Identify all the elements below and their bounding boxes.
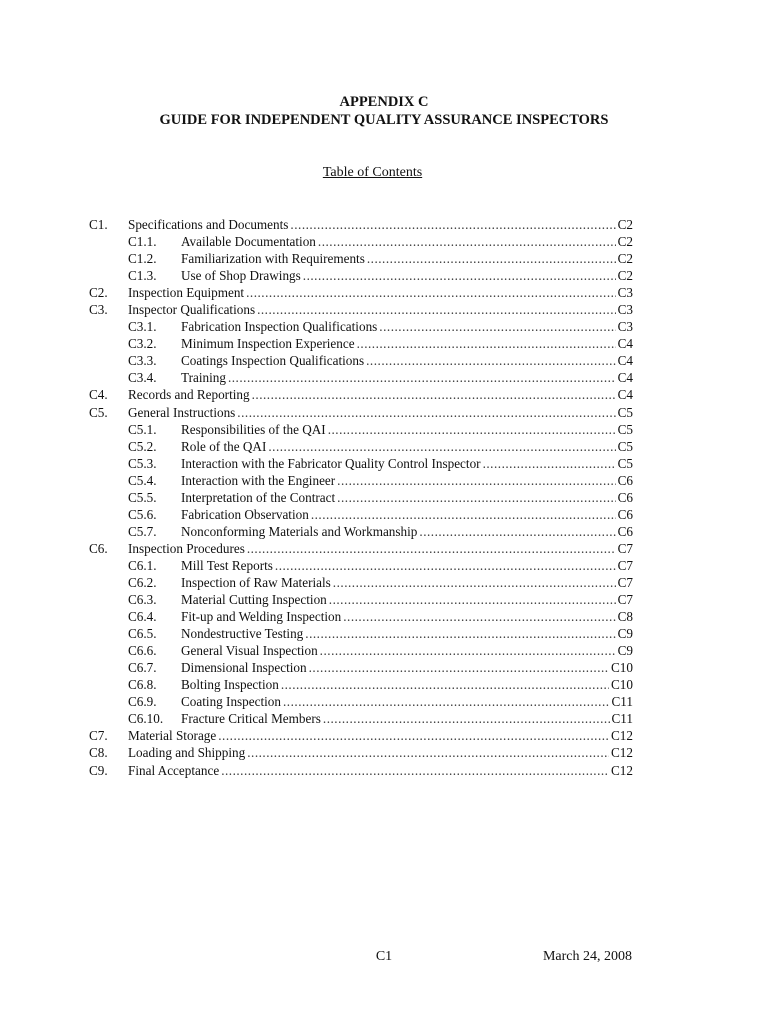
toc-entry-number: C1.1. bbox=[128, 234, 157, 250]
toc-entry-title: Training bbox=[181, 370, 226, 386]
toc-entry-number: C6.1. bbox=[128, 557, 157, 573]
toc-entry-number: C6.10. bbox=[128, 711, 164, 727]
toc-entry-title: Records and Reporting bbox=[128, 387, 250, 403]
toc-entry-title: Inspection of Raw Materials bbox=[181, 574, 331, 590]
toc-entry-line bbox=[181, 489, 633, 506]
toc-entry-line bbox=[128, 762, 633, 779]
toc-dot-leader bbox=[366, 352, 615, 369]
toc-entry-line bbox=[181, 693, 633, 710]
toc-entry-title: Nondestructive Testing bbox=[181, 626, 304, 642]
toc-entry-number: C7. bbox=[89, 728, 108, 744]
toc-entry-number: C6.4. bbox=[128, 609, 157, 625]
toc-entry-number: C6.7. bbox=[128, 660, 157, 676]
toc-entry-page: C10 bbox=[611, 677, 633, 693]
toc-entry-title: Final Acceptance bbox=[128, 762, 220, 778]
toc-entry-number: C3.3. bbox=[128, 353, 157, 369]
toc-entry-title: Dimensional Inspection bbox=[181, 660, 307, 676]
toc-dot-leader bbox=[328, 421, 616, 438]
toc-dot-leader bbox=[379, 318, 615, 335]
toc-entry-line bbox=[181, 608, 633, 625]
toc-entry-line bbox=[181, 591, 633, 608]
toc-entry-line bbox=[181, 233, 633, 250]
table-of-contents bbox=[89, 216, 633, 779]
toc-entry-title: Nonconforming Materials and Workmanship bbox=[181, 523, 418, 539]
toc-dot-leader bbox=[318, 233, 616, 250]
toc-dot-leader bbox=[247, 540, 616, 557]
toc-entry-title: Coating Inspection bbox=[181, 694, 281, 710]
toc-dot-leader bbox=[419, 523, 615, 540]
toc-dot-leader bbox=[247, 744, 609, 761]
toc-entry-page: C4 bbox=[617, 336, 633, 352]
toc-entry-number: C5.3. bbox=[128, 455, 157, 471]
toc-subsection-entry bbox=[89, 642, 633, 659]
toc-dot-leader bbox=[228, 369, 616, 386]
toc-dot-leader bbox=[268, 438, 615, 455]
toc-entry-page: C9 bbox=[617, 643, 633, 659]
toc-subsection-entry bbox=[89, 318, 633, 335]
footer-page-number: C1 bbox=[375, 949, 393, 964]
toc-subsection-entry bbox=[89, 335, 633, 352]
toc-entry-line bbox=[128, 301, 633, 318]
toc-dot-leader bbox=[252, 386, 616, 403]
toc-dot-leader bbox=[483, 455, 616, 472]
toc-subsection-entry bbox=[89, 659, 633, 676]
toc-entry-page: C4 bbox=[617, 387, 633, 403]
toc-entry-line bbox=[181, 421, 633, 438]
toc-entry-line bbox=[128, 727, 633, 744]
toc-entry-number: C6.8. bbox=[128, 677, 157, 693]
toc-dot-leader bbox=[357, 335, 616, 352]
toc-subsection-entry bbox=[89, 710, 633, 727]
toc-entry-title: Coatings Inspection Qualifications bbox=[181, 353, 365, 369]
toc-entry-number: C5.1. bbox=[128, 421, 157, 437]
toc-entry-number: C5.4. bbox=[128, 472, 157, 488]
toc-entry-title: Loading and Shipping bbox=[128, 745, 246, 761]
toc-entry-page: C5 bbox=[617, 404, 633, 420]
toc-entry-title: Inspector Qualifications bbox=[128, 302, 256, 318]
toc-entry-page: C7 bbox=[617, 557, 633, 573]
toc-section-entry bbox=[89, 762, 633, 779]
toc-section-entry bbox=[89, 540, 633, 557]
guide-title: GUIDE FOR INDEPENDENT QUALITY ASSURANCE INSPECTORS bbox=[159, 112, 609, 128]
toc-entry-title: Role of the QAI bbox=[181, 438, 267, 454]
toc-entry-page: C9 bbox=[617, 626, 633, 642]
toc-entry-line bbox=[181, 318, 633, 335]
toc-entry-page: C7 bbox=[617, 574, 633, 590]
toc-section-entry bbox=[89, 216, 633, 233]
toc-entry-title: Interpretation of the Contract bbox=[181, 489, 336, 505]
toc-entry-title: Fit-up and Welding Inspection bbox=[181, 609, 342, 625]
toc-subsection-entry bbox=[89, 438, 633, 455]
toc-entry-number: C5.2. bbox=[128, 438, 157, 454]
toc-entry-page: C12 bbox=[611, 745, 633, 761]
toc-entry-title: Fracture Critical Members bbox=[181, 711, 321, 727]
toc-entry-number: C6.3. bbox=[128, 592, 157, 608]
toc-subsection-entry bbox=[89, 591, 633, 608]
toc-entry-number: C2. bbox=[89, 285, 108, 301]
toc-entry-page: C2 bbox=[617, 268, 633, 284]
toc-entry-number: C6. bbox=[89, 540, 108, 556]
toc-entry-page: C7 bbox=[617, 540, 633, 556]
toc-entry-line bbox=[181, 676, 633, 693]
toc-entry-page: C6 bbox=[617, 472, 633, 488]
toc-entry-page: C5 bbox=[617, 421, 633, 437]
toc-entry-title: Familiarization with Requirements bbox=[181, 251, 365, 267]
toc-entry-title: Interaction with the Engineer bbox=[181, 472, 336, 488]
toc-entry-title: Material Cutting Inspection bbox=[181, 592, 327, 608]
appendix-title: APPENDIX C bbox=[339, 94, 429, 110]
toc-entry-page: C2 bbox=[617, 251, 633, 267]
toc-dot-leader bbox=[246, 284, 616, 301]
toc-entry-line bbox=[181, 557, 633, 574]
toc-dot-leader bbox=[367, 250, 616, 267]
toc-entry-page: C7 bbox=[617, 592, 633, 608]
toc-entry-line bbox=[181, 625, 633, 642]
toc-dot-leader bbox=[290, 216, 615, 233]
toc-entry-line bbox=[128, 404, 633, 421]
toc-dot-leader bbox=[343, 608, 615, 625]
toc-subsection-entry bbox=[89, 233, 633, 250]
toc-entry-page: C3 bbox=[617, 302, 633, 318]
toc-entry-line bbox=[181, 335, 633, 352]
toc-entry-line bbox=[128, 284, 633, 301]
toc-subsection-entry bbox=[89, 455, 633, 472]
toc-subsection-entry bbox=[89, 608, 633, 625]
toc-entry-page: C5 bbox=[617, 455, 633, 471]
toc-entry-number: C1.2. bbox=[128, 251, 157, 267]
toc-entry-page: C4 bbox=[617, 370, 633, 386]
toc-dot-leader bbox=[309, 659, 609, 676]
toc-entry-title: Minimum Inspection Experience bbox=[181, 336, 355, 352]
toc-entry-number: C9. bbox=[89, 762, 108, 778]
toc-section-entry bbox=[89, 284, 633, 301]
toc-entry-number: C1.3. bbox=[128, 268, 157, 284]
toc-subsection-entry bbox=[89, 250, 633, 267]
toc-dot-leader bbox=[303, 267, 616, 284]
toc-heading: Table of Contents bbox=[322, 165, 423, 180]
toc-entry-page: C6 bbox=[617, 506, 633, 522]
toc-subsection-entry bbox=[89, 472, 633, 489]
toc-entry-number: C3.1. bbox=[128, 319, 157, 335]
toc-entry-line bbox=[181, 659, 633, 676]
toc-dot-leader bbox=[311, 506, 616, 523]
toc-dot-leader bbox=[337, 472, 615, 489]
toc-subsection-entry bbox=[89, 489, 633, 506]
toc-entry-page: C11 bbox=[611, 694, 633, 710]
toc-entry-title: Inspection Procedures bbox=[128, 540, 245, 556]
toc-entry-page: C11 bbox=[611, 711, 633, 727]
toc-section-entry bbox=[89, 301, 633, 318]
toc-entry-title: General Instructions bbox=[128, 404, 236, 420]
toc-dot-leader bbox=[257, 301, 616, 318]
toc-subsection-entry bbox=[89, 267, 633, 284]
toc-entry-title: Material Storage bbox=[128, 728, 217, 744]
toc-entry-line bbox=[128, 386, 633, 403]
toc-entry-number: C3.2. bbox=[128, 336, 157, 352]
toc-entry-page: C6 bbox=[617, 489, 633, 505]
toc-entry-number: C3.4. bbox=[128, 370, 157, 386]
toc-entry-page: C4 bbox=[617, 353, 633, 369]
toc-entry-title: Available Documentation bbox=[181, 234, 316, 250]
toc-subsection-entry bbox=[89, 625, 633, 642]
toc-entry-title: General Visual Inspection bbox=[181, 643, 318, 659]
toc-entry-page: C5 bbox=[617, 438, 633, 454]
toc-entry-number: C5.6. bbox=[128, 506, 157, 522]
toc-entry-number: C6.2. bbox=[128, 574, 157, 590]
toc-section-entry bbox=[89, 386, 633, 403]
toc-entry-title: Inspection Equipment bbox=[128, 285, 245, 301]
toc-dot-leader bbox=[320, 642, 616, 659]
toc-entry-line bbox=[181, 710, 633, 727]
toc-entry-line bbox=[181, 472, 633, 489]
toc-dot-leader bbox=[237, 404, 615, 421]
toc-entry-title: Specifications and Documents bbox=[128, 217, 289, 232]
toc-entry-line bbox=[128, 744, 633, 761]
toc-subsection-entry bbox=[89, 421, 633, 438]
toc-entry-line bbox=[181, 267, 633, 284]
toc-entry-page: C12 bbox=[611, 762, 633, 778]
toc-entry-line bbox=[181, 250, 633, 267]
toc-subsection-entry bbox=[89, 369, 633, 386]
toc-dot-leader bbox=[329, 591, 616, 608]
toc-entry-number: C8. bbox=[89, 745, 108, 761]
toc-entry-number: C4. bbox=[89, 387, 108, 403]
toc-entry-page: C3 bbox=[617, 319, 633, 335]
toc-entry-line bbox=[181, 369, 633, 386]
toc-entry-page: C12 bbox=[611, 728, 633, 744]
toc-entry-line bbox=[181, 642, 633, 659]
toc-entry-title: Interaction with the Fabricator Quality Control Inspector bbox=[181, 455, 481, 471]
toc-entry-line bbox=[181, 352, 633, 369]
toc-dot-leader bbox=[337, 489, 615, 506]
toc-section-entry bbox=[89, 404, 633, 421]
toc-subsection-entry bbox=[89, 693, 633, 710]
toc-entry-number: C5. bbox=[89, 404, 108, 420]
toc-subsection-entry bbox=[89, 557, 633, 574]
toc-entry-line bbox=[181, 506, 633, 523]
toc-entry-line bbox=[128, 216, 633, 233]
toc-subsection-entry bbox=[89, 676, 633, 693]
toc-dot-leader bbox=[218, 727, 609, 744]
toc-dot-leader bbox=[275, 557, 616, 574]
toc-dot-leader bbox=[283, 693, 610, 710]
toc-dot-leader bbox=[305, 625, 615, 642]
toc-entry-page: C2 bbox=[617, 217, 633, 232]
toc-section-entry bbox=[89, 727, 633, 744]
toc-entry-title: Bolting Inspection bbox=[181, 677, 279, 693]
toc-entry-page: C3 bbox=[617, 285, 633, 301]
toc-entry-number: C5.5. bbox=[128, 489, 157, 505]
toc-entry-line bbox=[128, 540, 633, 557]
toc-entry-page: C10 bbox=[611, 660, 633, 676]
toc-entry-number: C1. bbox=[89, 217, 108, 232]
toc-entry-number: C6.6. bbox=[128, 643, 157, 659]
toc-entry-title: Fabrication Observation bbox=[181, 506, 309, 522]
toc-entry-line bbox=[181, 438, 633, 455]
toc-entry-line bbox=[181, 455, 633, 472]
toc-entry-number: C3. bbox=[89, 302, 108, 318]
footer-date: March 24, 2008 bbox=[542, 949, 632, 964]
toc-entry-number: C5.7. bbox=[128, 523, 157, 539]
toc-entry-page: C2 bbox=[617, 234, 633, 250]
toc-entry-title: Responsibilities of the QAI bbox=[181, 421, 326, 437]
toc-entry-line bbox=[181, 523, 633, 540]
toc-entry-title: Fabrication Inspection Qualifications bbox=[181, 319, 378, 335]
toc-dot-leader bbox=[323, 710, 610, 727]
toc-entry-page: C6 bbox=[617, 523, 633, 539]
toc-entry-title: Mill Test Reports bbox=[181, 557, 273, 573]
toc-dot-leader bbox=[221, 762, 609, 779]
toc-subsection-entry bbox=[89, 352, 633, 369]
toc-entry-page: C8 bbox=[617, 609, 633, 625]
toc-dot-leader bbox=[333, 574, 616, 591]
toc-dot-leader bbox=[281, 676, 609, 693]
toc-subsection-entry bbox=[89, 506, 633, 523]
toc-entry-line bbox=[181, 574, 633, 591]
toc-entry-number: C6.9. bbox=[128, 694, 157, 710]
toc-entry-title: Use of Shop Drawings bbox=[181, 268, 301, 284]
toc-subsection-entry bbox=[89, 574, 633, 591]
toc-entry-number: C6.5. bbox=[128, 626, 157, 642]
toc-section-entry bbox=[89, 744, 633, 761]
toc-subsection-entry bbox=[89, 523, 633, 540]
